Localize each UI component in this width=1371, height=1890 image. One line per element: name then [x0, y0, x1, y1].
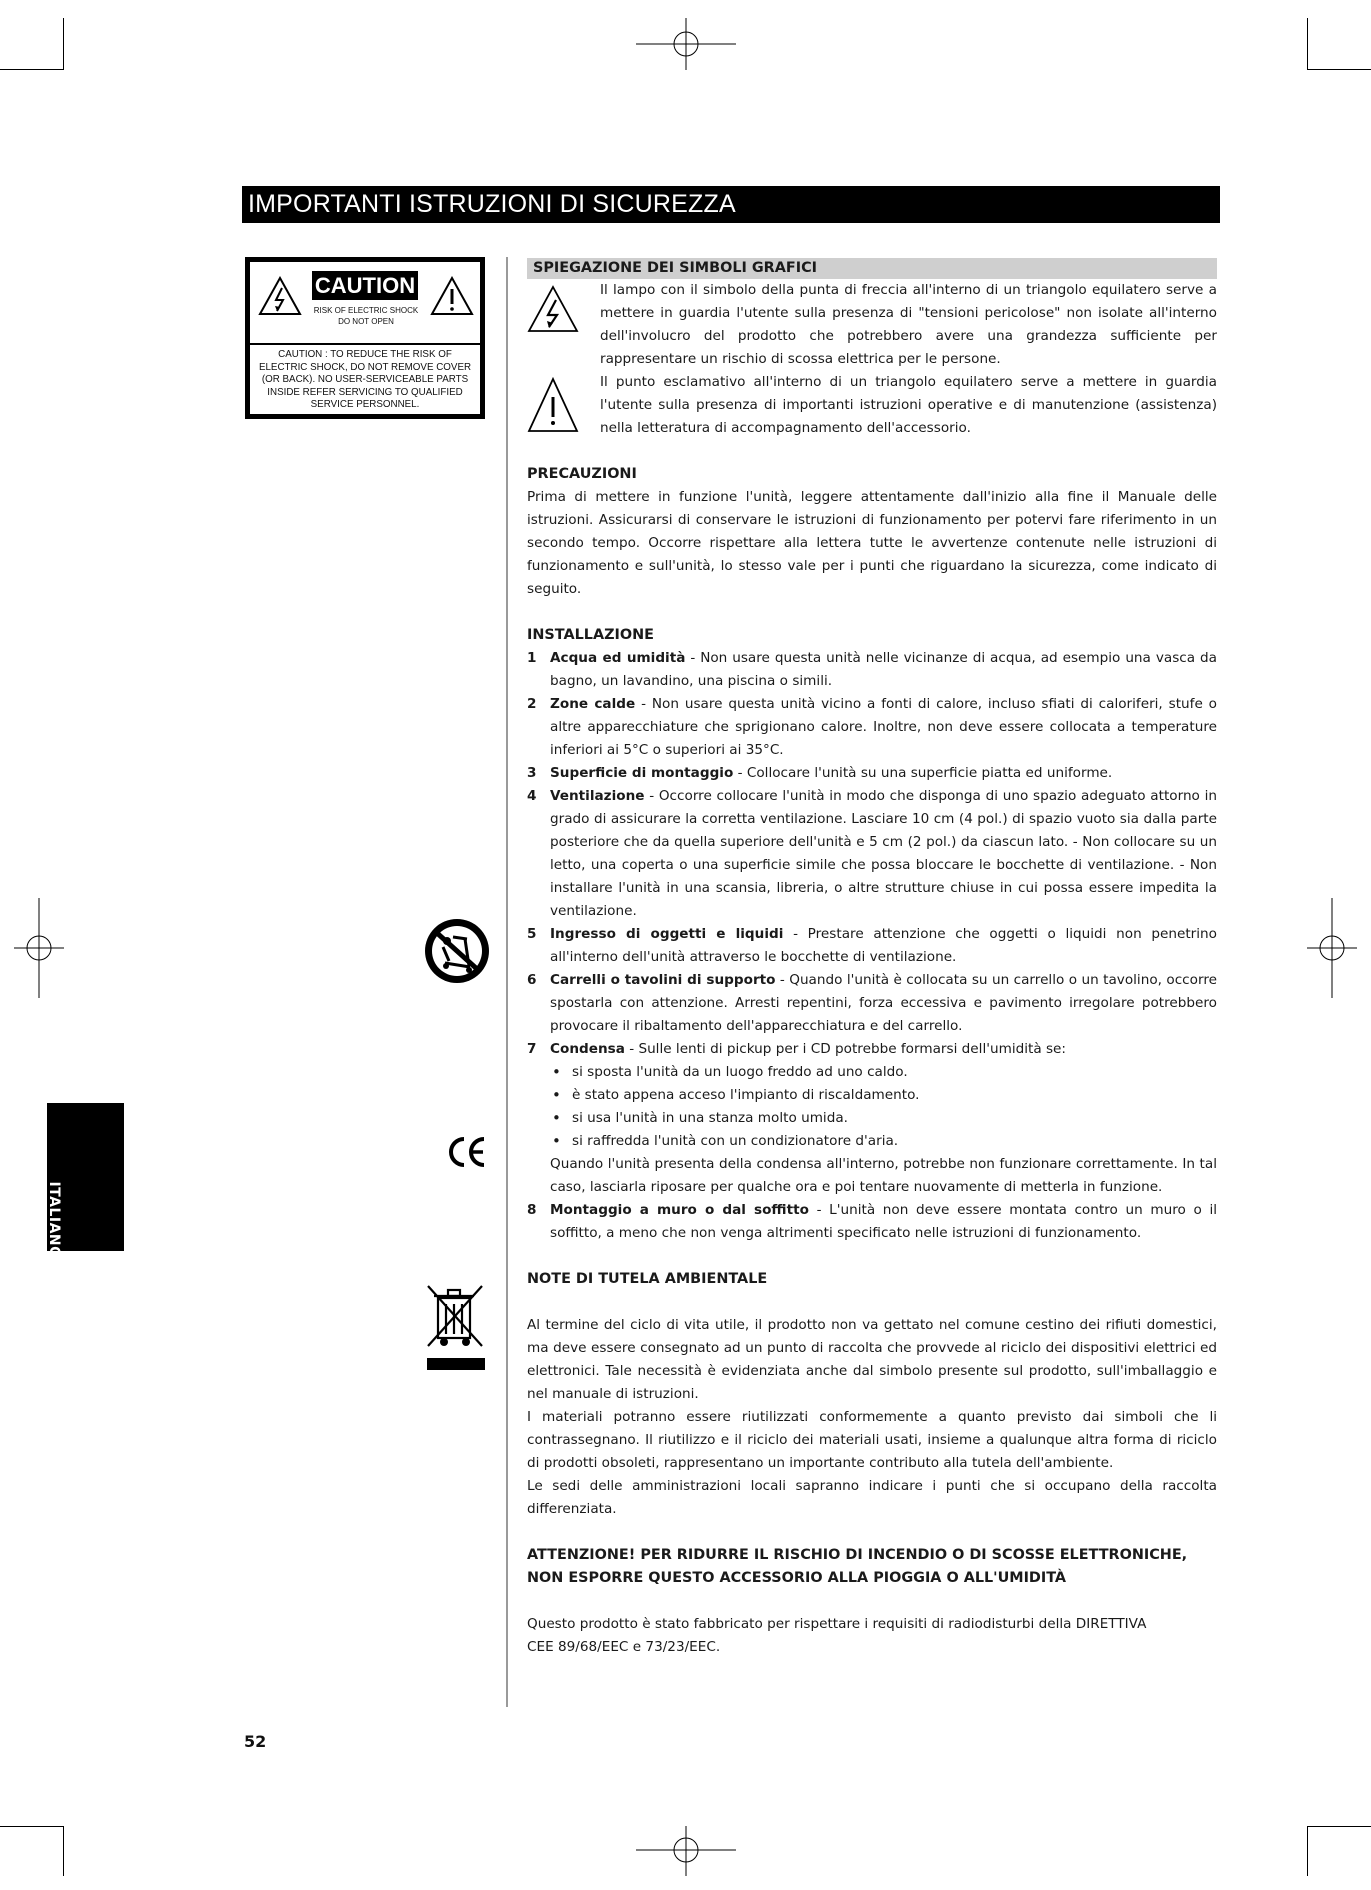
caution-subtext-2: DO NOT OPEN: [338, 317, 394, 326]
list-item: [527, 1038, 1217, 1199]
safety-warning-line-2: NON ESPORRE QUESTO ACCESSORIO ALLA PIOGGIA O ALL'UMIDITÀ: [527, 1570, 1067, 1586]
item-number: 2: [527, 696, 537, 712]
item-title: Montaggio a muro o dal soffitto: [550, 1202, 809, 1218]
item-text: - Prestare attenzione che oggetti o liquidi non penetrino all'interno dell'unità attraverso le bocchette di ventilazione.: [550, 926, 1217, 965]
item-number: 7: [527, 1041, 537, 1057]
item-title: Carrelli o tavolini di supporto: [550, 972, 776, 988]
cart-tip-over-icon: [423, 917, 491, 990]
item-text: - Occorre collocare l'unità in modo che disponga di uno spazio adeguato attorno in grado di assicurare la corretta ventilazione. Lasciare 10 cm (4 pol.) di spazio vuoto sia dalla parte posteriore che da quella superiore dell'unità e 5 cm (2 pol.) da ciascun lato. - Non collocare su un letto, una coperta o una superficie simile che possa bloccare le bocchette di ventilazione. - Non installare l'unità in una scansia, libreria, o altre strutture chiuse in cui possa essere impedita la ventilazione.: [550, 788, 1217, 919]
section-heading-environment: NOTE DI TUTELA AMBIENTALE: [527, 1271, 768, 1287]
exclamation-triangle-icon: [430, 276, 474, 316]
main-content: [527, 258, 1217, 1659]
item-text: - Sulle lenti di pickup per i CD potrebbe formarsi dell'umidità se:: [624, 1041, 1067, 1057]
bullet-item: • è stato appena acceso l'impianto di riscaldamento.: [550, 1084, 1217, 1107]
item-number: 6: [527, 972, 537, 988]
section-heading-symbols: SPIEGAZIONE DEI SIMBOLI GRAFICI: [527, 258, 1217, 279]
list-item: [527, 1199, 1217, 1245]
registration-mark-bottom: [636, 1826, 736, 1876]
exclamation-triangle-icon: [527, 377, 579, 433]
list-item: [527, 762, 1217, 785]
bullet-item: • si raffredda l'unità con un condizionatore d'aria.: [550, 1130, 1217, 1153]
item-title: Ingresso di oggetti e liquidi: [550, 926, 784, 942]
exclamation-symbol-text: Il punto esclamativo all'interno di un triangolo equilatero serve a mettere in guardia l'utente sulla presenza di importanti istruzioni operative e di manutenzione (assistenza) nella letteratura di accompagnamento dell'accessorio.: [600, 374, 1217, 436]
lightning-symbol-text: Il lampo con il simbolo della punta di freccia all'interno di un triangolo equilatero serve a mettere in guardia l'utente sulla presenza di "tensioni pericolose" non isolate all'interno dell'involucro del prodotto che potrebbero avere una grandezza sufficiente per rappresentare un rischio di scossa elettrica per le persone.: [600, 282, 1217, 367]
lightning-triangle-icon: [258, 276, 302, 316]
list-item: [527, 923, 1217, 969]
installation-list: [527, 647, 1217, 1245]
list-item: [527, 693, 1217, 762]
column-divider: [506, 257, 508, 1707]
list-item: [527, 647, 1217, 693]
section-heading-installation: INSTALLAZIONE: [527, 627, 654, 643]
item-text: - Non usare questa unità nelle vicinanze di acqua, ad esempio una vasca da bagno, un lavandino, una piscina o simili.: [550, 650, 1217, 689]
page-number: 52: [244, 1732, 267, 1751]
item-number: 1: [527, 650, 537, 666]
caution-heading: CAUTION: [312, 271, 418, 300]
ce-mark-icon: [446, 1135, 488, 1174]
item-title: Zone calde: [550, 696, 636, 712]
item-title: Condensa: [550, 1041, 625, 1057]
precautions-text: Prima di mettere in funzione l'unità, leggere attentamente dall'inizio alla fine il Manuale delle istruzioni. Assicurarsi di conservare le istruzioni di funzionamento per potervi fare riferimento in un secondo tempo. Occorre rispettare alla lettera tutte le avvertenze contenute nelle istruzioni di funzionamento e sull'unità, lo stesso vale per i punti che riguardano la sicurezza, come indicato di seguito.: [527, 489, 1217, 597]
caution-subtext-1: RISK OF ELECTRIC SHOCK: [313, 306, 419, 315]
item-text: - Quando l'unità è collocata su un carrello o un tavolino, occorre spostarla con attenzione. Arresti repentini, forza eccessiva e pavimento irregolare potrebbero provocare il ribaltamento dell'apparecchiatura e del carrello.: [550, 972, 1217, 1034]
item-title: Acqua ed umidità: [550, 650, 686, 666]
environment-paragraph-1: Al termine del ciclo di vita utile, il prodotto non va gettato nel comune cestino dei rifiuti domestici, ma deve essere consegnato ad un punto di raccolta che provvede al riciclo dei dispositivi elettrici ed elettronici. Tale necessità è evidenziata anche dal simbolo presente sul prodotto, sull'imballaggio e nel manuale di istruzioni.: [527, 1317, 1217, 1402]
caution-body-text: CAUTION : TO REDUCE THE RISK OF ELECTRIC SHOCK, DO NOT REMOVE COVER (OR BACK). NO USER-SERVICEABLE PARTS INSIDE REFER SERVICING TO QUALIFIED SERVICE PERSONNEL.: [258, 349, 472, 410]
caution-label-header: [250, 262, 480, 345]
registration-mark-top: [636, 18, 736, 70]
crossed-bin-icon: [424, 1282, 488, 1377]
list-item: [527, 785, 1217, 923]
safety-warning: [527, 1544, 1217, 1590]
list-item: [527, 969, 1217, 1038]
item-number: 5: [527, 926, 537, 942]
section-heading-precautions: PRECAUZIONI: [527, 466, 637, 482]
registration-mark-left: [14, 898, 64, 998]
item-text: - Non usare questa unità vicino a fonti di calore, incluso sfiati di caloriferi, stufe o altre apparecchiature che sprigionano calore. Inoltre, non deve essere collocata a temperature inferiori ai 5°C o superiori ai 35°C.: [550, 696, 1217, 758]
lightning-triangle-icon: [527, 285, 579, 333]
item-number: 8: [527, 1202, 537, 1218]
safety-warning-line-1: ATTENZIONE! PER RIDURRE IL RISCHIO DI INCENDIO O DI SCOSSE ELETTRONICHE,: [527, 1547, 1188, 1563]
bullet-item: • si usa l'unità in una stanza molto umida.: [550, 1107, 1217, 1130]
compliance-text: Questo prodotto è stato fabbricato per rispettare i requisiti di radiodisturbi della DIRETTIVA CEE 89/68/EEC e 73/23/EEC.: [527, 1616, 1147, 1655]
bullet-item: • si sposta l'unità da un luogo freddo ad uno caldo.: [550, 1061, 1217, 1084]
item-number: 3: [527, 765, 537, 781]
item-text: - Collocare l'unità su una superficie piatta ed uniforme.: [733, 765, 1113, 781]
condensation-note: Quando l'unità presenta della condensa all'interno, potrebbe non funzionare correttamente. In tal caso, lasciarla riposare per qualche ora e poi tentare nuovamente di metterla in funzione.: [550, 1156, 1217, 1195]
page-title: IMPORTANTI ISTRUZIONI DI SICUREZZA: [242, 186, 1220, 223]
language-tab-label: ITALIANO: [46, 1181, 62, 1259]
symbol-explanation-lightning: [527, 279, 1217, 371]
item-number: 4: [527, 788, 537, 804]
environment-paragraph-2: I materiali potranno essere riutilizzati conformemente a quanto previsto dai simboli che li contrassegnano. Il riutilizzo e il riciclo dei materiali usati, insieme a qualunque altra forma di riciclo di prodotti obsoleti, rappresentano un importante contributo alla tutela dell'ambiente.: [527, 1409, 1217, 1471]
item-text: - L'unità non deve essere montata contro un muro o il soffitto, a meno che non venga altrimenti specificato nelle istruzioni di funzionamento.: [550, 1202, 1217, 1241]
environment-paragraph-3: Le sedi delle amministrazioni locali sapranno indicare i punti che si occupano della raccolta differenziata.: [527, 1478, 1217, 1517]
item-title: Ventilazione: [550, 788, 645, 804]
registration-mark-right: [1307, 898, 1357, 998]
caution-label: [245, 257, 485, 419]
item-title: Superficie di montaggio: [550, 765, 734, 781]
symbol-explanation-exclamation: [527, 371, 1217, 440]
condensation-bullet-list: [550, 1061, 1217, 1153]
